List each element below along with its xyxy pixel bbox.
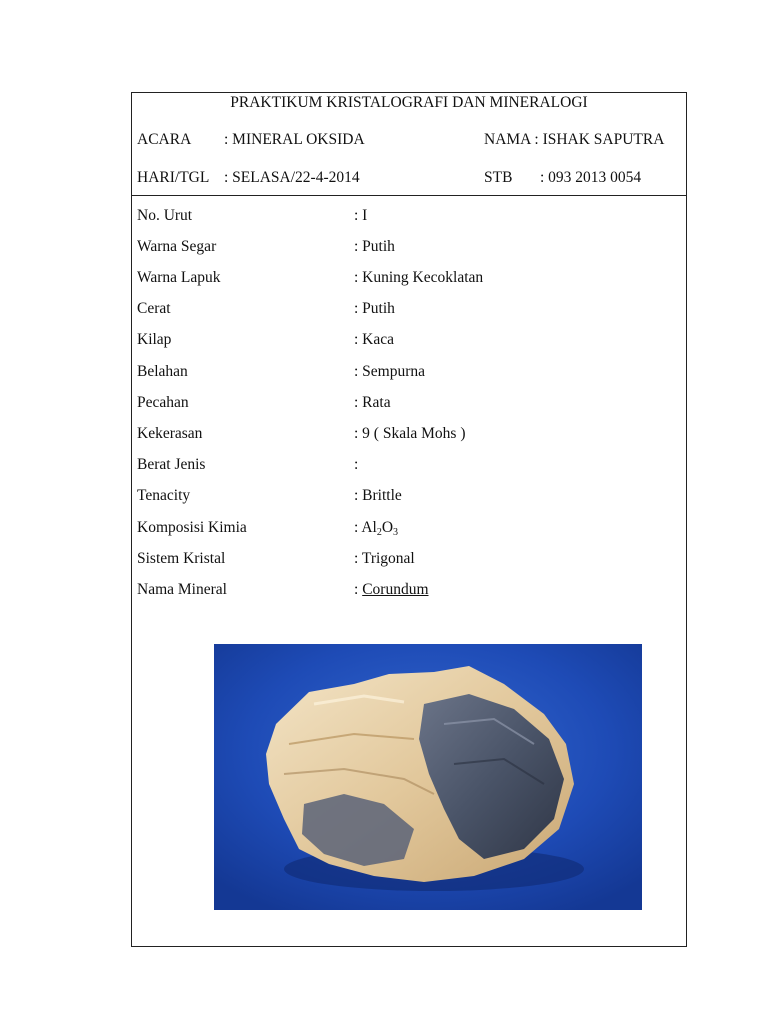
hari-label: HARI/TGL xyxy=(137,169,210,186)
property-label: Berat Jenis xyxy=(137,456,206,473)
property-row xyxy=(137,207,677,227)
formula-subscript: 3 xyxy=(393,527,399,538)
student-name: NAMA : ISHAK SAPUTRA xyxy=(484,131,665,148)
mineral-photo xyxy=(214,644,642,910)
property-label: Cerat xyxy=(137,300,171,317)
property-value: : xyxy=(354,456,359,473)
property-label: Komposisi Kimia xyxy=(137,519,247,536)
property-value xyxy=(354,581,429,599)
property-label: Warna Segar xyxy=(137,238,217,255)
sistem-row xyxy=(137,550,677,570)
header-divider xyxy=(132,195,686,196)
property-row xyxy=(137,269,677,289)
mineral-name: Corundum xyxy=(362,581,429,598)
property-label: Warna Lapuk xyxy=(137,269,221,286)
property-value: : Trigonal xyxy=(354,550,415,567)
chemical-formula xyxy=(354,519,398,537)
formula-prefix: : xyxy=(354,519,362,536)
property-label: Sistem Kristal xyxy=(137,550,226,567)
property-value: : I xyxy=(354,207,368,224)
property-row xyxy=(137,394,677,414)
property-row xyxy=(137,331,677,351)
property-value: : Putih xyxy=(354,238,395,255)
formula-element-o: O xyxy=(381,519,394,536)
property-row xyxy=(137,425,677,445)
formula-subscript: 2 xyxy=(376,527,382,538)
property-value: : Kuning Kecoklatan xyxy=(354,269,484,286)
property-row xyxy=(137,363,677,383)
property-label: Pecahan xyxy=(137,394,189,411)
worksheet-frame xyxy=(131,92,687,947)
property-label: Belahan xyxy=(137,363,188,380)
formula-element-al: Al xyxy=(361,519,377,536)
stb-label: STB xyxy=(484,169,513,186)
acara-value: : MINERAL OKSIDA xyxy=(224,131,365,148)
corundum-specimen-image xyxy=(214,644,642,910)
komposisi-row xyxy=(137,519,677,539)
nama-mineral-row xyxy=(137,581,677,601)
property-label: Tenacity xyxy=(137,487,191,504)
property-row xyxy=(137,300,677,320)
property-row xyxy=(137,456,677,476)
property-value: : Putih xyxy=(354,300,395,317)
property-value: : Kaca xyxy=(354,331,395,348)
property-value: : Brittle xyxy=(354,487,402,504)
property-value: : 9 ( Skala Mohs ) xyxy=(354,425,466,442)
value-prefix: : xyxy=(354,581,363,598)
property-label: Nama Mineral xyxy=(137,581,227,598)
property-value: : Sempurna xyxy=(354,363,426,380)
property-value: : Rata xyxy=(354,394,391,411)
property-label: Kilap xyxy=(137,331,172,348)
property-row xyxy=(137,238,677,258)
property-label: No. Urut xyxy=(137,207,193,224)
property-row xyxy=(137,487,677,507)
page-title: PRAKTIKUM KRISTALOGRAFI DAN MINERALOGI xyxy=(230,94,588,111)
acara-label: ACARA xyxy=(137,131,192,148)
stb-value: : 093 2013 0054 xyxy=(540,169,642,186)
hari-value: : SELASA/22-4-2014 xyxy=(224,169,360,186)
property-label: Kekerasan xyxy=(137,425,203,442)
